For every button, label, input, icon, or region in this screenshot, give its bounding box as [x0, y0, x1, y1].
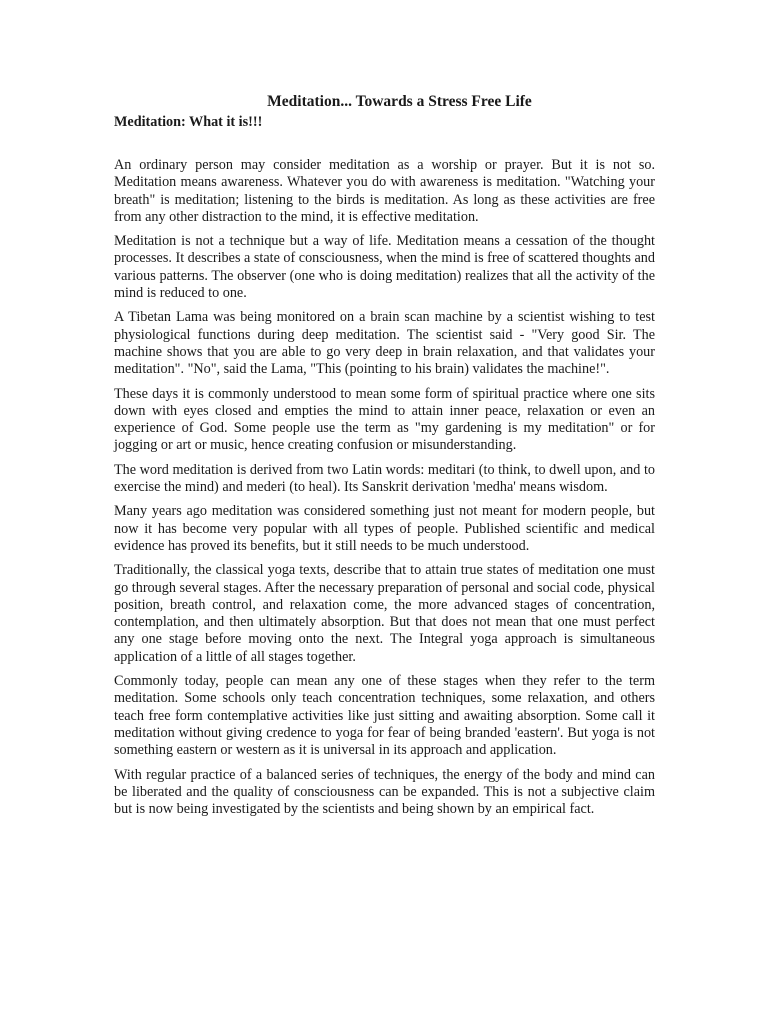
- paragraph: A Tibetan Lama was being monitored on a brain scan machine by a scientist wishing to test physiological functions during deep meditation. The scientist said - "Very good Sir. The machine shows that you are able to go very deep in brain relaxation, and that validates your meditation". "No", said the Lama, "This (pointing to his brain) validates the machine!".: [114, 309, 655, 378]
- paragraph: An ordinary person may consider meditation as a worship or prayer. But it is not so. Meditation means awareness. Whatever you do with awareness is meditation. "Watching your breath" is meditation; listening to the birds is meditation. As long as these activities are free from any other distraction to the mind, it is effective meditation.: [114, 157, 655, 225]
- paragraph: These days it is commonly understood to mean some form of spiritual practice where one sits down with eyes closed and empties the mind to attain inner peace, relaxation or even an experience of God. Some people use the term as "my gardening is my meditation" or for jogging or art or music, hence creating confusion or misunderstanding.: [114, 385, 655, 454]
- paragraph: Meditation is not a technique but a way of life. Meditation means a cessation of the thought processes. It describes a state of consciousness, when the mind is free of scattered thoughts and various patterns. The observer (one who is doing meditation) realizes that all the activity of the mind is reduced to one.: [114, 233, 655, 302]
- section-heading: Meditation: What it is!!!: [114, 114, 263, 130]
- paragraph: The word meditation is derived from two Latin words: meditari (to think, to dwell upon, and to exercise the mind) and mederi (to heal). Its Sanskrit derivation 'medha' means wisdom.: [114, 461, 655, 496]
- paragraph: Traditionally, the classical yoga texts, describe that to attain true states of meditation one must go through several stages. After the necessary preparation of personal and social code, physical position, breath control, and relaxation come, the more advanced stages of concentration, contemplation, and then ultimately absorption. But that does not mean that one must perfect any one stage before moving onto the next. The Integral yoga approach is simultaneous application of a little of all stages together.: [114, 562, 655, 665]
- paragraph: Many years ago meditation was considered something just not meant for modern people, but now it has become very popular with all types of people. Published scientific and medical evidence has proved its benefits, but it still needs to be much understood.: [114, 503, 655, 554]
- paragraph: With regular practice of a balanced series of techniques, the energy of the body and mind can be liberated and the quality of consciousness can be expanded. This is not a subjective claim but is now being investigated by the scientists and being shown by an empirical fact.: [114, 766, 655, 818]
- paragraph: Commonly today, people can mean any one of these stages when they refer to the term meditation. Some schools only teach concentration techniques, some relaxation, and others teach free form contemplative activities like just sitting and awaiting absorption. Some call it meditation without giving credence to yoga for fear of being branded 'eastern'. But yoga is not something eastern or western as it is universal in its approach and application.: [114, 673, 655, 759]
- document-body: [114, 92, 655, 825]
- paragraph-list: [114, 157, 655, 818]
- document-title: Meditation... Towards a Stress Free Life: [267, 93, 532, 110]
